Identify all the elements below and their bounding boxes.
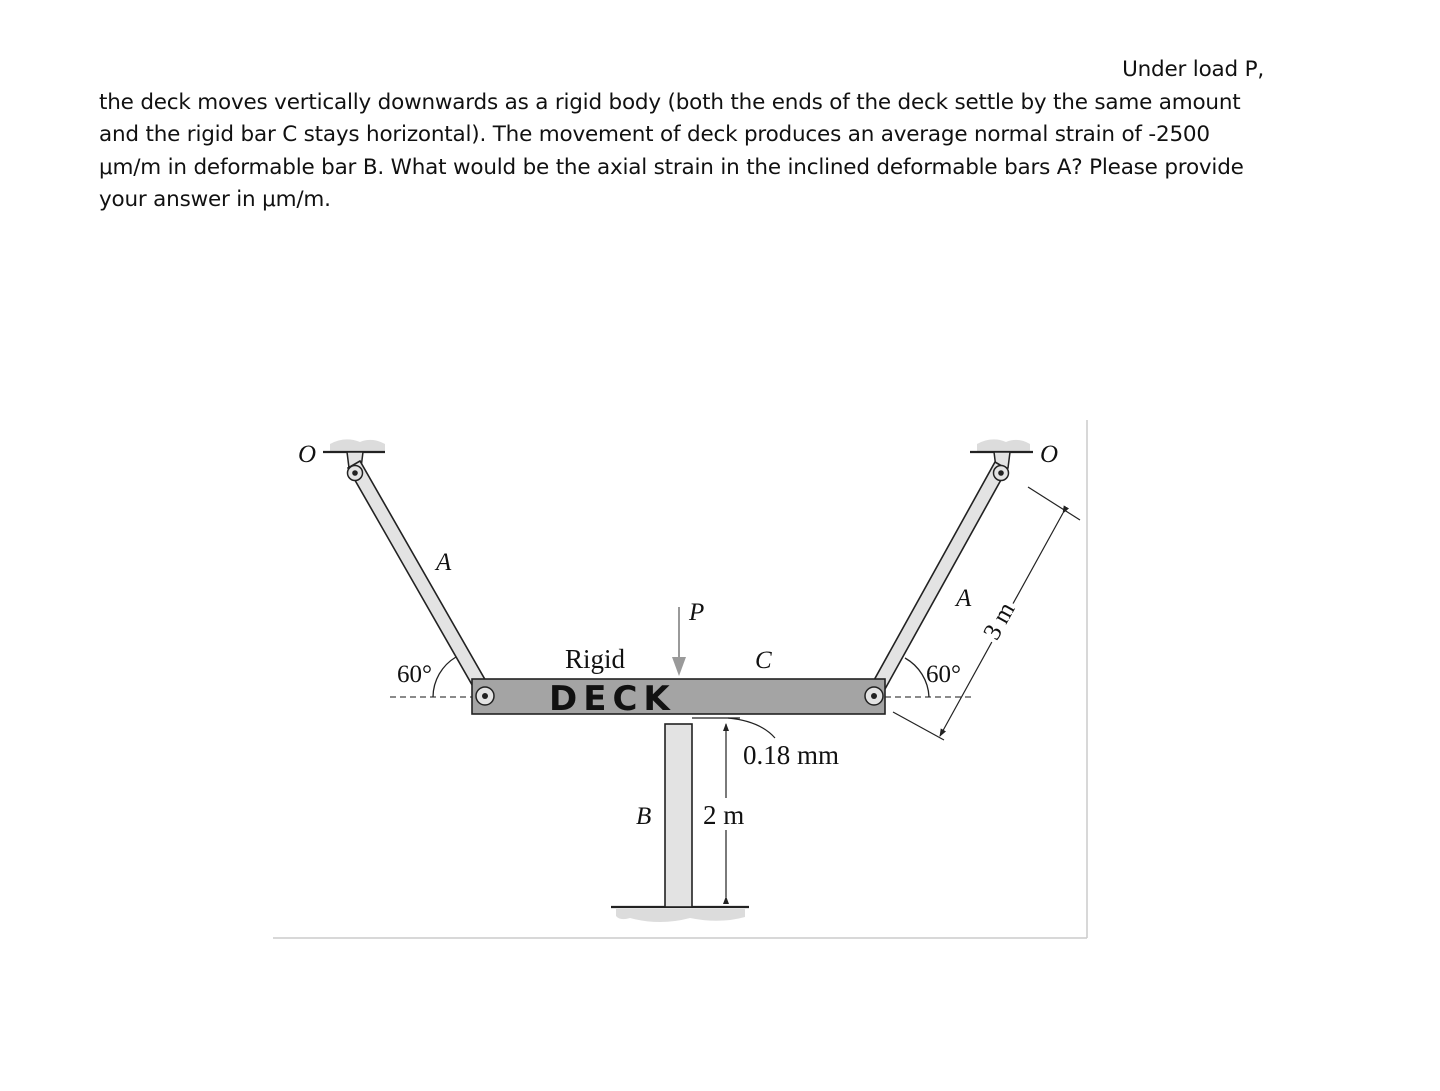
deck-handwritten-label: DECK [549, 679, 676, 719]
deck-rigid-label: Rigid [565, 644, 626, 674]
bar-b-label: B [636, 803, 652, 830]
gap-dimension-label: 0.18 mm [743, 740, 840, 770]
rigid-deck [472, 679, 885, 714]
pin-left-deck [476, 687, 494, 705]
pin-left-top [348, 466, 363, 481]
length-b-label: 2 m [703, 800, 745, 830]
support-left-label: O [298, 441, 317, 468]
pin-right-top [994, 466, 1009, 481]
support-right-label: O [1040, 441, 1059, 468]
left-angle-arc [433, 657, 456, 697]
bar-a-left-label: A [436, 549, 452, 576]
load-label: P [689, 599, 705, 626]
length-a-extension-bottom [893, 712, 944, 740]
bottom-ground [611, 907, 749, 922]
bar-a-right-label: A [956, 585, 972, 612]
right-ground-support [970, 439, 1033, 468]
angle-left-label: 60° [397, 661, 432, 688]
length-a-extension-top [1028, 487, 1080, 520]
length-a-label: 3 m [978, 597, 1021, 645]
load-arrow [672, 607, 686, 676]
bar-b [665, 724, 692, 907]
pin-right-deck [865, 687, 883, 705]
bar-c-label: C [755, 647, 772, 674]
problem-body: the deck moves vertically downwards as a rigid body (both the ends of the deck settle by the same amount and the rigid bar C stays horizontal). The movement of deck produces an average normal strain of -2500 μm/m in deformable bar B. What would be the axial strain in the inclined deformable bars A? Please provide your answer in μm/m. [99, 89, 1244, 212]
problem-first-line: Under load P, [1122, 57, 1264, 82]
angle-right-label: 60° [926, 661, 961, 688]
gap-dimension-leader [728, 718, 775, 738]
